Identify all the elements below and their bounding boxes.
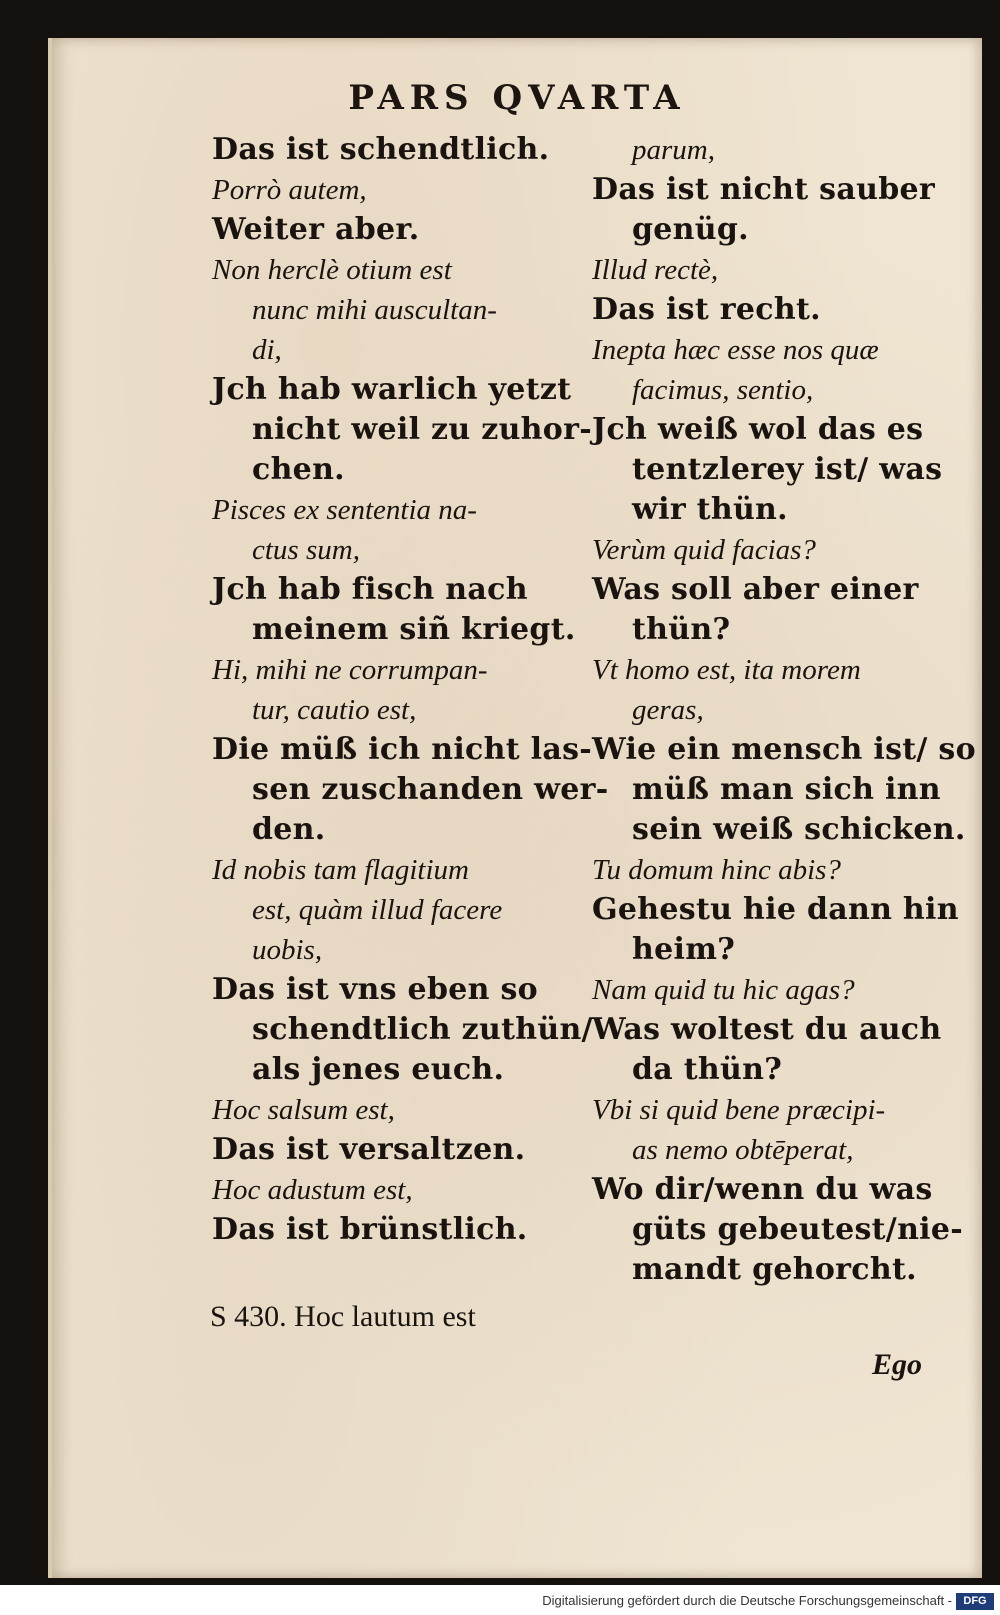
german-line: Das ist schendtlich.: [212, 132, 550, 167]
latin-line: Hoc adustum est,: [212, 1174, 413, 1206]
german-line: müß man sich inn: [632, 772, 941, 807]
dfg-logo: DFG: [956, 1593, 994, 1610]
german-line: sein weiß schicken.: [632, 812, 966, 847]
latin-line: tur, cautio est,: [252, 694, 417, 726]
latin-line: Tu domum hinc abis?: [592, 854, 841, 886]
latin-line: Hi, mihi ne corrumpan-: [212, 654, 488, 686]
german-line: Gehestu hie dann hin: [592, 892, 959, 927]
latin-line: Nam quid tu hic agas?: [592, 974, 855, 1006]
latin-line: Hoc salsum est,: [212, 1094, 395, 1126]
latin-line: est, quàm illud facere: [252, 894, 503, 926]
latin-line: Inepta hæc esse nos quæ: [592, 334, 879, 366]
latin-line: Verùm quid facias?: [592, 534, 816, 566]
german-line: heim?: [632, 932, 736, 967]
german-line: Die müß ich nicht las-: [212, 732, 593, 767]
german-line: Was woltest du auch: [592, 1012, 942, 1047]
latin-line: Vbi si quid bene præcipi-: [592, 1094, 886, 1126]
german-line: Wie ein mensch ist/ so: [592, 732, 976, 767]
left-column: [212, 130, 612, 1250]
german-line: Jch hab warlich yetzt: [212, 372, 572, 407]
digitization-footer: [0, 1585, 1000, 1615]
german-line: chen.: [252, 452, 345, 487]
german-line: wir thün.: [632, 492, 788, 527]
latin-line: ctus sum,: [252, 534, 360, 566]
german-line: den.: [252, 812, 326, 847]
catchword: Ego: [871, 1348, 922, 1381]
latin-line: Non herclè otium est: [212, 254, 452, 286]
latin-line: Vt homo est, ita morem: [592, 654, 861, 686]
german-line: thün?: [632, 612, 731, 647]
german-line: Jch hab fisch nach: [212, 572, 528, 607]
german-line: tentzlerey ist/ was: [632, 452, 943, 487]
german-line: Wo dir/wenn du was: [592, 1172, 933, 1207]
latin-line: uobis,: [252, 934, 323, 966]
german-line: sen zuschanden wer-: [252, 772, 609, 807]
latin-line: nunc mihi auscultan-: [252, 294, 497, 326]
latin-line: Illud rectè,: [592, 254, 719, 286]
german-line: schendtlich zuthün/: [252, 1012, 593, 1047]
latin-line: Id nobis tam flagitium: [212, 854, 469, 886]
german-line: meinem siñ kriegt.: [252, 612, 576, 647]
german-line: nicht weil zu zuhor-: [252, 412, 592, 447]
german-line: Weiter aber.: [212, 212, 420, 247]
german-line: Das ist nicht sauber: [592, 172, 935, 207]
latin-line: as nemo obtēperat,: [632, 1134, 854, 1166]
book-page: [48, 38, 982, 1578]
running-head: PARS QVARTA: [348, 78, 686, 118]
german-line: Das ist vns eben so: [212, 972, 538, 1007]
latin-line: facimus, sentio,: [632, 374, 814, 406]
latin-line: parum,: [632, 134, 715, 166]
german-line: Das ist versaltzen.: [212, 1132, 526, 1167]
german-line: Was soll aber einer: [592, 572, 919, 607]
latin-line: Porrò autem,: [212, 174, 367, 206]
signature-line: S 430. Hoc lautum est: [210, 1300, 476, 1333]
german-line: güts gebeutest/nie-: [632, 1212, 964, 1247]
german-line: Das ist brünstlich.: [212, 1212, 528, 1247]
latin-line: di,: [252, 334, 282, 366]
latin-line: geras,: [632, 694, 704, 726]
latin-line: Pisces ex sententia na-: [212, 494, 477, 526]
right-column: [592, 130, 992, 1290]
german-line: als jenes euch.: [252, 1052, 505, 1087]
german-line: Jch weiß wol das es: [592, 412, 924, 447]
german-line: Das ist recht.: [592, 292, 821, 327]
german-line: da thün?: [632, 1052, 783, 1087]
german-line: genüg.: [632, 212, 749, 247]
german-line: mandt gehorcht.: [632, 1252, 917, 1287]
footer-credit: Digitalisierung gefördert durch die Deutsche Forschungsgemeinschaft -: [542, 1593, 952, 1608]
